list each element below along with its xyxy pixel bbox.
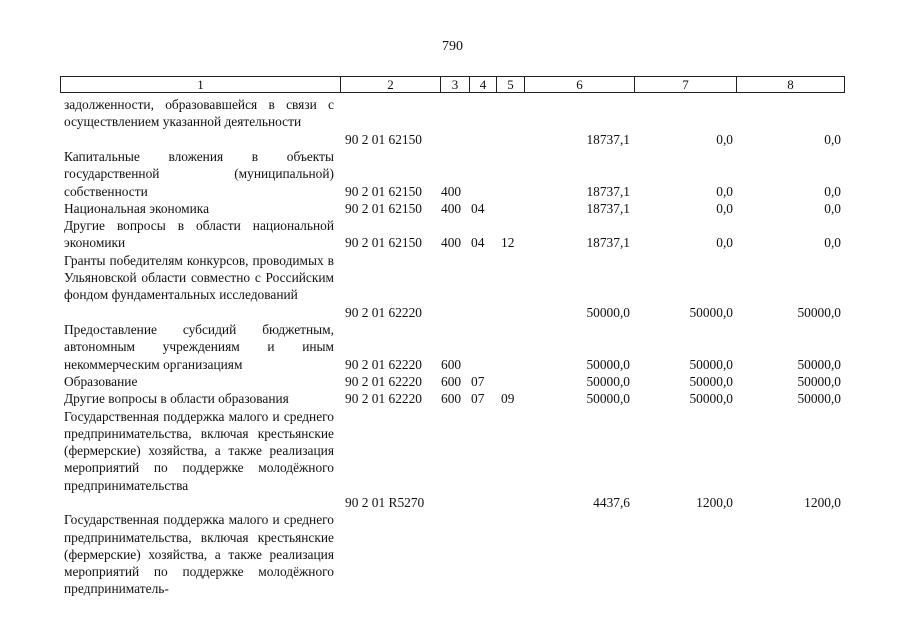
row-col-4: 04	[471, 200, 485, 216]
row-col-3: 400	[441, 183, 462, 199]
row-col-6: 4437,6	[593, 495, 630, 510]
row-code: 90 2 01 62150	[345, 131, 422, 147]
header-col-3: 3	[441, 77, 470, 92]
row-col-4: 07	[471, 373, 485, 389]
row-col-3: 400	[441, 200, 462, 216]
row-code: 90 2 01 62220	[345, 391, 422, 407]
row-name: Образование	[64, 373, 138, 389]
page-number: 790	[442, 39, 463, 54]
row-name: Другие вопросы в области образования	[64, 391, 289, 407]
row-col-7: 50000,0	[689, 304, 733, 320]
row-col-6: 18737,1	[586, 183, 630, 199]
row-col-6: 50000,0	[586, 304, 630, 320]
header-col-8: 8	[787, 77, 794, 92]
row-col-5: 12	[501, 235, 515, 251]
row-col-8: 0,0	[824, 183, 841, 199]
header-col-2: 2	[341, 77, 441, 92]
row-code: 90 2 01 62220	[345, 373, 422, 389]
row-code: 90 2 01 R5270	[345, 495, 425, 510]
row-col-6: 50000,0	[586, 391, 630, 407]
row-col-6: 50000,0	[586, 356, 630, 372]
row-col-6: 18737,1	[586, 235, 630, 251]
row-col-8: 50000,0	[797, 356, 841, 372]
header-col-5: 5	[497, 77, 525, 92]
row-col-8: 0,0	[824, 235, 841, 251]
row-col-7: 0,0	[716, 235, 733, 251]
row-name: задолженности, образовавшейся в связи с осуществлением указанной деятельности	[64, 97, 334, 130]
row-col-8: 1200,0	[804, 495, 841, 510]
row-col-7: 50000,0	[689, 356, 733, 372]
row-col-7: 50000,0	[689, 391, 733, 407]
row-col-8: 50000,0	[797, 304, 841, 320]
row-code: 90 2 01 62150	[345, 200, 422, 216]
row-name: Национальная экономика	[64, 200, 210, 216]
row-col-7: 0,0	[716, 200, 733, 216]
row-name: Гранты победителям конкурсов, проводимых в Ульяновской области совместно с Российским фондом фундаментальных исследований	[64, 252, 334, 303]
row-col-3: 600	[441, 356, 462, 372]
header-col-7: 7	[635, 77, 737, 92]
row-col-6: 18737,1	[586, 131, 630, 147]
row-col-5: 09	[501, 391, 515, 407]
header-col-4: 4	[470, 77, 497, 92]
row-col-7: 50000,0	[689, 373, 733, 389]
row-col-3: 400	[441, 235, 462, 251]
row-col-8: 50000,0	[797, 373, 841, 389]
row-col-3: 600	[441, 391, 462, 407]
row-code: 90 2 01 62150	[345, 183, 422, 199]
header-col-1: 1	[61, 77, 341, 92]
row-col-8: 50000,0	[797, 391, 841, 407]
row-col-7: 1200,0	[696, 495, 733, 510]
row-code: 90 2 01 62150	[345, 235, 422, 251]
table-header	[60, 76, 845, 93]
row-col-6: 50000,0	[586, 373, 630, 389]
row-name: Государственная поддержка малого и среднего предпринимательства, включая крестьянские (фермерские) хозяйства, а также реализация мероприятий по поддержке молодёжного предпринимательства	[64, 408, 334, 493]
row-name: Капитальные вложения в объекты государственной (муниципальной) собственности	[64, 149, 334, 199]
row-col-6: 18737,1	[586, 200, 630, 216]
row-col-8: 0,0	[824, 131, 841, 147]
row-col-7: 0,0	[716, 131, 733, 147]
row-col-4: 07	[471, 391, 485, 407]
row-col-8: 0,0	[824, 200, 841, 216]
header-col-6: 6	[525, 77, 635, 92]
row-name: Государственная поддержка малого и среднего предпринимательства, включая крестьянские (фермерские) хозяйства, а также реализация мероприятий по поддержке молодёжного предприниматель-	[64, 512, 334, 597]
row-col-7: 0,0	[716, 183, 733, 199]
row-code: 90 2 01 62220	[345, 304, 422, 320]
row-name: Предоставление субсидий бюджетным, автономным учреждениям и иным некоммерческим организациям	[64, 322, 334, 372]
row-col-4: 04	[471, 235, 485, 251]
row-col-3: 600	[441, 373, 462, 389]
row-code: 90 2 01 62220	[345, 356, 422, 372]
row-name: Другие вопросы в области национальной экономики	[64, 218, 334, 251]
